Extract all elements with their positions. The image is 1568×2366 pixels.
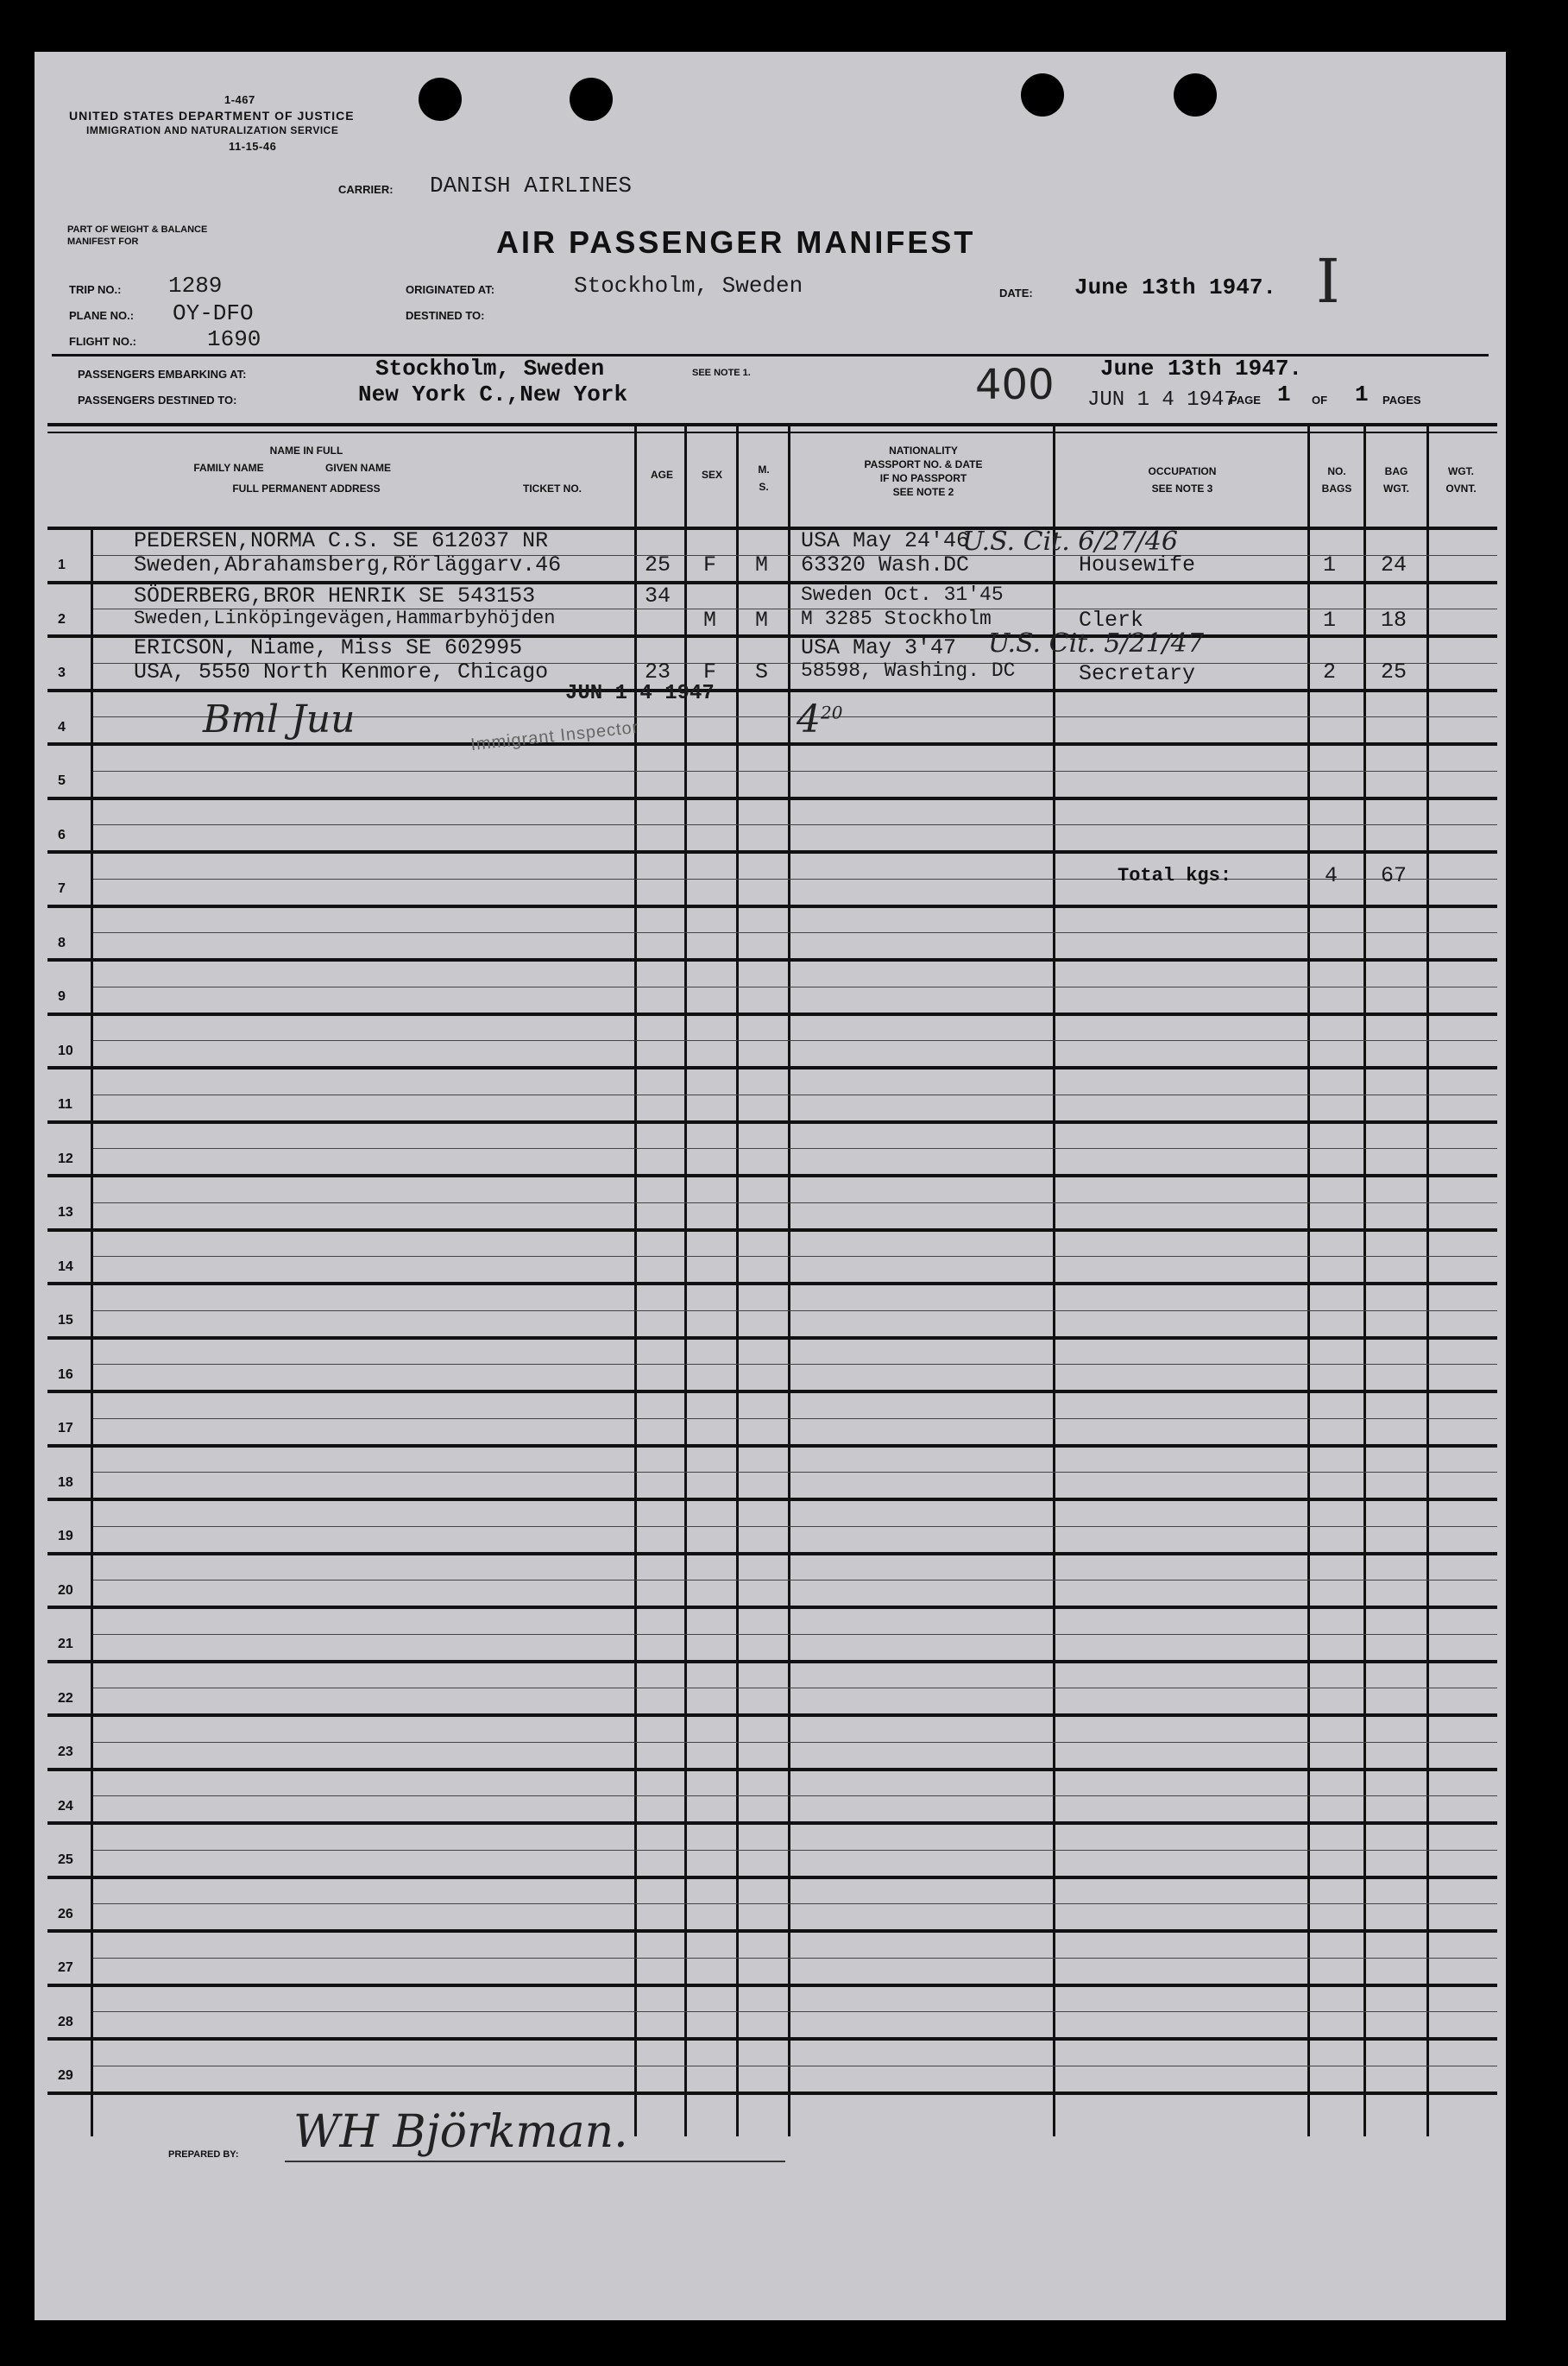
row-number: 19: [58, 1529, 73, 1543]
row-subrule: [93, 1634, 1497, 1635]
row-subrule: [93, 1148, 1497, 1149]
passenger-bag-weight: 24: [1381, 552, 1407, 577]
agency-name: UNITED STATES DEPARTMENT OF JUSTICE: [69, 109, 355, 123]
row-rule: [47, 1552, 1497, 1555]
destined-to-value: New York C.,New York: [358, 382, 628, 407]
part-of-label-2: MANIFEST FOR: [67, 237, 139, 247]
passenger-occupation: Secretary: [1079, 661, 1196, 686]
passenger-nationality: Sweden Oct. 31'45: [801, 584, 1004, 606]
passenger-bags: 2: [1323, 659, 1337, 685]
row-number: 12: [58, 1151, 73, 1166]
column-header-see-note-3: SEE NOTE 3: [1151, 483, 1213, 495]
pages-label: PAGES: [1382, 394, 1421, 407]
row-number: 24: [58, 1798, 73, 1814]
column-header-given-name: GIVEN NAME: [324, 462, 391, 474]
page-label: PAGE: [1230, 394, 1261, 407]
passenger-nationality: USA May 24'46: [801, 528, 970, 553]
stamp-number: 400: [975, 361, 1055, 409]
row-subrule: [93, 1850, 1497, 1851]
passenger-passport: 63320 Wash.DC: [801, 552, 970, 577]
of-label: OF: [1312, 394, 1328, 407]
column-header-sex: SEX: [701, 469, 722, 481]
column-header-wgt-1: WGT.: [1448, 465, 1474, 477]
passenger-address: Sweden,Linköpingevägen,Hammarbyhöjden: [134, 608, 556, 629]
destined-label: DESTINED TO:: [406, 309, 485, 322]
citizenship-annotation: U.S. Cit. 6/27/46: [962, 527, 1178, 557]
passenger-name: SÖDERBERG,BROR HENRIK SE 543153: [134, 584, 536, 609]
row-number: 28: [58, 2014, 73, 2029]
row-number: 29: [58, 2068, 73, 2083]
passenger-age: 23: [645, 659, 671, 685]
total-label: Total kgs:: [1118, 865, 1232, 886]
passenger-marital: M: [755, 552, 769, 577]
form-revision: 11-15-46: [229, 140, 277, 153]
passenger-occupation: Housewife: [1079, 552, 1196, 577]
row-number: 25: [58, 1852, 73, 1867]
punch-hole: [570, 78, 613, 121]
total-bags: 4: [1325, 863, 1338, 888]
row-rule: [47, 742, 1497, 746]
passenger-bag-weight: 18: [1381, 608, 1407, 633]
row-number: 14: [58, 1259, 73, 1274]
passenger-address: Sweden,Abrahamsberg,Rörläggarv.46: [134, 552, 562, 577]
total-bag-weight: 67: [1381, 863, 1407, 888]
row-number: 20: [58, 1582, 73, 1598]
column-header-ms-2: S.: [759, 481, 769, 493]
row-rule: [47, 1336, 1497, 1340]
row-rule: [47, 1606, 1497, 1609]
row-subrule: [93, 932, 1497, 933]
passenger-age: 25: [645, 552, 671, 577]
row-number: 1: [58, 558, 66, 572]
row-rule: [47, 1390, 1497, 1393]
see-note-label: SEE NOTE 1.: [692, 368, 751, 378]
passenger-marital: M: [755, 608, 769, 633]
row-subrule: [93, 1526, 1497, 1527]
row-number: 5: [58, 773, 66, 788]
trip-no-value: 1289: [168, 273, 223, 299]
row-subrule: [93, 1958, 1497, 1959]
row-number: 16: [58, 1366, 73, 1382]
row-rule: [47, 2037, 1497, 2041]
passenger-name: ERICSON, Niame, Miss SE 602995: [134, 635, 523, 660]
column-header-age: AGE: [650, 469, 673, 481]
column-header-ticket: TICKET NO.: [523, 483, 582, 495]
inspector-label: Immigrant Inspector: [469, 717, 640, 755]
row-number: 8: [58, 935, 66, 950]
column-header-bag-wgt-2: WGT.: [1383, 483, 1409, 495]
passenger-bags: 1: [1323, 608, 1337, 633]
column-header-ms-1: M.: [758, 464, 770, 476]
row-subrule: [93, 879, 1497, 880]
row-rule: [47, 2092, 1497, 2095]
passenger-name: PEDERSEN,NORMA C.S. SE 612037 NR: [134, 528, 549, 553]
row-rule: [47, 1660, 1497, 1663]
originated-value: Stockholm, Sweden: [574, 273, 803, 299]
column-header-passport: PASSPORT NO. & DATE: [864, 458, 983, 470]
passenger-bags: 1: [1323, 552, 1337, 577]
passenger-sex: F: [703, 552, 717, 577]
inspection-count: [797, 697, 842, 741]
passenger-sex: F: [703, 659, 717, 685]
part-of-label-1: PART OF WEIGHT & BALANCE: [67, 224, 208, 235]
roman-numeral-mark: I: [1316, 246, 1340, 317]
citizenship-annotation: U.S. Cit. 5/21/47: [988, 628, 1204, 659]
date-value: June 13th 1947.: [1074, 274, 1277, 300]
prepared-by-line: [285, 2161, 785, 2162]
row-subrule: [93, 1795, 1497, 1796]
passenger-age: 34: [645, 584, 671, 609]
column-header-occupation: OCCUPATION: [1148, 465, 1217, 477]
row-subrule: [93, 1310, 1497, 1311]
row-rule: [47, 1821, 1497, 1825]
row-number: 27: [58, 1960, 73, 1975]
passenger-occupation: Clerk: [1079, 608, 1144, 633]
column-header-address: FULL PERMANENT ADDRESS: [232, 483, 381, 495]
row-rule: [47, 1013, 1497, 1016]
embarking-label: PASSENGERS EMBARKING AT:: [78, 368, 247, 381]
punch-hole: [419, 78, 462, 121]
row-rule: [47, 1444, 1497, 1448]
passenger-bag-weight: 25: [1381, 659, 1407, 685]
prepared-by-label: PREPARED BY:: [168, 2149, 239, 2160]
flight-no-value: 1690: [207, 326, 261, 352]
row-number: 6: [58, 827, 66, 842]
row-rule: [47, 1066, 1497, 1069]
row-subrule: [93, 1256, 1497, 1257]
row-rule: [47, 850, 1497, 854]
column-header-family-name: FAMILY NAME: [193, 462, 264, 474]
inspection-count-value: 4: [797, 697, 821, 741]
column-header-bag-wgt-1: BAG: [1384, 465, 1408, 477]
row-number: 7: [58, 881, 66, 896]
row-rule: [47, 958, 1497, 962]
page-title: AIR PASSENGER MANIFEST: [496, 224, 976, 260]
punch-hole: [1021, 73, 1064, 117]
row-subrule: [93, 1040, 1497, 1041]
row-subrule: [93, 1202, 1497, 1203]
column-header-no-bags-2: BAGS: [1321, 483, 1352, 495]
row-number: 18: [58, 1474, 73, 1490]
row-subrule: [93, 824, 1497, 825]
row-number: 13: [58, 1205, 73, 1220]
column-header-wgt-2: OVNT.: [1445, 483, 1477, 495]
plane-no-label: PLANE NO.:: [69, 309, 135, 322]
manifest-sheet: [35, 52, 1506, 2320]
passenger-sex: M: [703, 608, 717, 633]
row-number: 2: [58, 611, 66, 627]
row-rule: [47, 1713, 1497, 1717]
trip-no-label: TRIP NO.:: [69, 283, 122, 296]
row-rule: [47, 1228, 1497, 1232]
row-subrule: [93, 1742, 1497, 1743]
row-rule: [47, 1929, 1497, 1933]
column-header-no-bags-1: NO.: [1327, 465, 1346, 477]
row-rule: [47, 905, 1497, 908]
row-rule: [47, 1768, 1497, 1771]
embarking-value: Stockholm, Sweden: [375, 356, 605, 382]
row-number: 11: [58, 1097, 72, 1112]
row-number: 17: [58, 1421, 73, 1435]
row-rule: [47, 1984, 1497, 1987]
row-rule: [47, 1120, 1497, 1124]
row-rule: [47, 689, 1497, 692]
row-subrule: [93, 1472, 1497, 1473]
row-rule: [47, 1498, 1497, 1501]
carrier-label: CARRIER:: [338, 183, 394, 196]
row-rule: [47, 797, 1497, 800]
column-header-nationality: NATIONALITY: [889, 445, 958, 457]
inspection-count-sup: 20: [821, 702, 843, 723]
row-number: 4: [58, 719, 66, 735]
row-number: 21: [58, 1637, 73, 1651]
plane-no-value: OY-DFO: [173, 300, 254, 326]
column-header-name: NAME IN FULL: [269, 445, 343, 457]
row-number: 15: [58, 1313, 73, 1328]
passenger-address: USA, 5550 North Kenmore, Chicago: [134, 659, 549, 685]
row-subrule: [93, 2011, 1497, 2012]
row-number: 23: [58, 1745, 73, 1759]
passenger-marital: S: [755, 659, 769, 685]
carrier-value: DANISH AIRLINES: [430, 173, 633, 199]
row-number: 22: [58, 1690, 73, 1706]
inspector-initials: Bml Juu: [203, 697, 356, 741]
form-number: 1-467: [224, 93, 255, 106]
passengers-destined-label: PASSENGERS DESTINED TO:: [78, 394, 237, 407]
row-rule: [47, 1282, 1497, 1285]
passenger-passport: M 3285 Stockholm: [801, 608, 992, 630]
row-subrule: [93, 1418, 1497, 1419]
row-rule: [47, 1174, 1497, 1177]
passenger-passport: 58598, Washing. DC: [801, 659, 1016, 682]
page-value: 1: [1277, 382, 1291, 407]
preparer-signature: WH Björkman.: [293, 2106, 628, 2158]
date-label: DATE:: [999, 287, 1033, 300]
row-subrule: [93, 771, 1497, 772]
row-number: 9: [58, 989, 66, 1004]
row-number: 10: [58, 1043, 73, 1058]
passenger-nationality: USA May 3'47: [801, 635, 957, 660]
embark-date-value: June 13th 1947.: [1100, 356, 1303, 382]
agency-service: IMMIGRATION AND NATURALIZATION SERVICE: [86, 124, 339, 136]
flight-no-label: FLIGHT NO.:: [69, 335, 136, 348]
row-subrule: [93, 1903, 1497, 1904]
row-number: 26: [58, 1906, 73, 1921]
column-header-see-note-2: SEE NOTE 2: [892, 486, 954, 498]
of-value: 1: [1355, 382, 1369, 407]
originated-label: ORIGINATED AT:: [406, 283, 495, 296]
inspection-stamp-date: JUN 1 4 1947: [565, 682, 715, 705]
punch-hole: [1174, 73, 1217, 117]
column-header-if-no-passport: IF NO PASSPORT: [879, 472, 967, 484]
passenger-table: [47, 423, 1497, 2141]
row-rule: [47, 1876, 1497, 1879]
row-subrule: [93, 1364, 1497, 1365]
row-number: 3: [58, 666, 66, 680]
arrival-stamp: JUN 1 4 1947: [1087, 388, 1237, 412]
